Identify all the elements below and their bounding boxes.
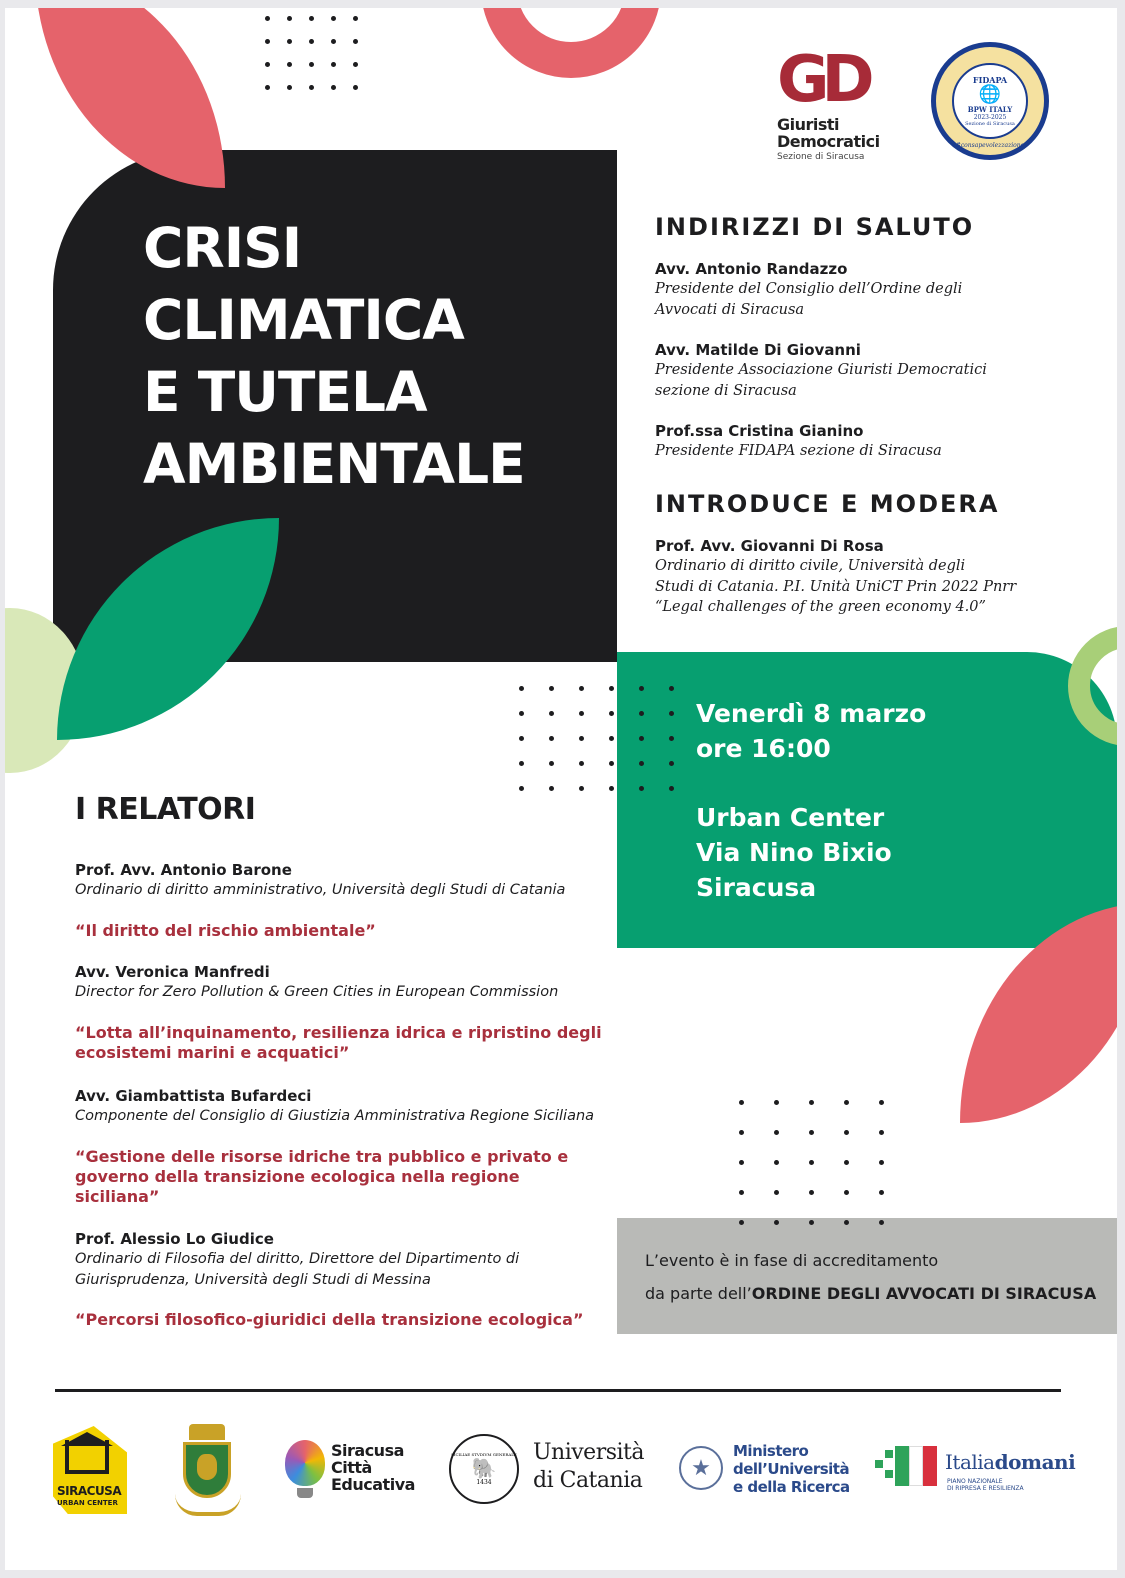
unict-seal-icon — [449, 1434, 519, 1504]
speaker-role: Director for Zero Pollution & Green Cities in European Commission — [75, 984, 559, 1000]
accreditation-line1: L’evento è in fase di accreditamento — [645, 1251, 939, 1270]
gd-line1: Giuristi — [777, 115, 840, 134]
talk-title: “Percorsi filosofico-giuridici della transizione ecologica” — [75, 1310, 584, 1329]
speaker-name: Avv. Matilde Di Giovanni — [655, 341, 861, 359]
unict-name-l2: di Catania — [533, 1468, 643, 1493]
elephant-icon: 🐘 — [471, 1456, 497, 1480]
event-street: Via Nino Bixio — [696, 838, 892, 867]
accreditation-prefix: da parte dell’ — [645, 1284, 752, 1303]
eagle-icon — [197, 1454, 217, 1480]
poster-title — [143, 212, 525, 500]
speaker-role: sezione di Siracusa — [655, 382, 797, 399]
house-roof-icon — [61, 1432, 113, 1446]
talk-title: “Il diritto del rischio ambientale” — [75, 920, 376, 940]
poster — [5, 8, 1117, 1570]
speaker-role: Presidente del Consiglio dell’Ordine degli — [655, 281, 963, 297]
bulb-icon — [285, 1440, 325, 1486]
accreditation-line2 — [645, 1277, 1105, 1310]
speaker-name: Avv. Giambattista Bufardeci — [75, 1087, 312, 1105]
italiadomani-sub1: PIANO NAZIONALE — [947, 1478, 1003, 1485]
saluto-section — [655, 213, 1095, 462]
speaker-name: Prof.ssa Cristina Gianino — [655, 422, 864, 440]
speaker-name: Prof. Avv. Giovanni Di Rosa — [655, 537, 884, 555]
gd-line3: Sezione di Siracusa — [777, 152, 865, 162]
talk-title: siciliana” — [75, 1186, 160, 1206]
speaker-role: Ordinario di diritto amministrativo, Università degli Studi di Catania — [75, 882, 566, 898]
unict-logo — [449, 1430, 659, 1510]
mur-logo — [679, 1440, 869, 1500]
gd-monogram: GD — [777, 43, 867, 117]
saluto-heading: INDIRIZZI DI SALUTO — [655, 213, 975, 241]
mur-l3: e della Ricerca — [733, 1478, 850, 1496]
unict-name-l1: Università — [533, 1440, 644, 1465]
title-line: CLIMATICA — [143, 288, 464, 352]
talk-title: “Gestione delle risorse idriche tra pubblico e privato e — [75, 1146, 569, 1166]
dot-grid-right — [739, 1100, 884, 1225]
italiadomani-brand-b: domani — [994, 1450, 1076, 1474]
speaker-role: Giurisprudenza, Università degli Studi di Messina — [75, 1271, 431, 1288]
modera-section — [655, 490, 1095, 618]
modera-heading: INTRODUCE E MODERA — [655, 490, 1000, 518]
relatore-item — [75, 1086, 615, 1207]
speaker-name: Prof. Avv. Antonio Barone — [75, 861, 292, 879]
urban-center-l2: URBAN CENTER — [57, 1499, 118, 1507]
speaker-role: Ordinario di Filosofia del diritto, Direttore del Dipartimento di — [75, 1251, 520, 1267]
italiadomani-sub2: DI RIPRESA E RESILIENZA — [947, 1485, 1024, 1492]
saluto-person — [655, 259, 1095, 320]
title-line: AMBIENTALE — [143, 432, 525, 496]
fidapa-seal-logo — [931, 42, 1049, 160]
pink-ring-decoration — [481, 8, 661, 78]
event-date: Venerdì 8 marzo — [696, 699, 927, 728]
mur-l1: Ministero — [733, 1442, 809, 1460]
gd-line2: Democratici — [777, 132, 880, 151]
relatore-item — [75, 860, 615, 941]
flag-pixels-icon — [875, 1446, 939, 1492]
italiadomani-brand — [945, 1450, 1075, 1474]
dot-grid-top — [265, 16, 358, 90]
citta-educativa-l3: Educativa — [331, 1475, 415, 1494]
speaker-name: Prof. Alessio Lo Giudice — [75, 1230, 274, 1248]
giuristi-democratici-logo — [777, 43, 887, 162]
fidapa-top: FIDAPA — [972, 75, 1008, 85]
laurel-icon — [175, 1494, 241, 1516]
talk-title: “Lotta all’inquinamento, resilienza idrica e ripristino degli — [75, 1022, 602, 1042]
event-venue: Urban Center — [696, 803, 885, 832]
pink-leaf-decoration — [35, 8, 225, 188]
crown-icon — [189, 1424, 225, 1440]
speaker-role: Componente del Consiglio di Giustizia Amministrativa Regione Siciliana — [75, 1108, 595, 1124]
italian-emblem-icon: ★ — [679, 1446, 723, 1490]
accreditation-text — [645, 1244, 1105, 1310]
fidapa-middle: BPW ITALY — [967, 105, 1013, 114]
unict-seal-text: SICILIAE STVDIVM GENERALE — [451, 1452, 517, 1457]
title-line: E TUTELA — [143, 360, 427, 424]
speaker-role: Studi di Catania. P.I. Unità UniCT Prin 2022 Pnrr — [655, 578, 1017, 595]
relatori-heading: I RELATORI — [75, 792, 256, 827]
talk-title: governo della transizione ecologica nella regione — [75, 1166, 520, 1186]
fidapa-ring-text: #consapevolezzazione — [955, 142, 1025, 149]
accreditation-org: ORDINE DEGLI AVVOCATI DI SIRACUSA — [751, 1284, 1097, 1303]
speaker-role: “Legal challenges of the green economy 4.0” — [655, 599, 986, 615]
talk-title: ecosistemi marini e acquatici” — [75, 1042, 350, 1062]
event-details — [696, 696, 926, 905]
citta-educativa-logo — [283, 1436, 423, 1506]
title-line: CRISI — [143, 216, 302, 280]
fidapa-years: 2023-2025 — [973, 114, 1007, 121]
event-time: ore 16:00 — [696, 734, 831, 763]
speaker-name: Avv. Antonio Randazzo — [655, 260, 848, 278]
moderator — [655, 536, 1095, 618]
speaker-role: Presidente FIDAPA sezione di Siracusa — [655, 443, 942, 459]
urban-center-l1: SIRACUSA — [57, 1484, 122, 1498]
speaker-role: Ordinario di diritto civile, Università degli — [655, 558, 966, 574]
relatore-item — [75, 962, 615, 1063]
speaker-role: Avvocati di Siracusa — [655, 301, 805, 318]
urban-center-logo — [53, 1426, 127, 1514]
event-city: Siracusa — [696, 873, 817, 902]
relatore-item — [75, 1229, 615, 1330]
saluto-person — [655, 340, 1095, 401]
dot-grid-middle — [519, 686, 674, 791]
mur-l2: dell’Università — [733, 1460, 850, 1478]
speaker-role: Presidente Associazione Giuristi Democratici — [655, 362, 987, 378]
bulb-base-icon — [297, 1488, 313, 1498]
citta-educativa-l1: Siracusa — [331, 1441, 404, 1460]
saluto-person — [655, 421, 1095, 462]
fidapa-section: Sezione di Siracusa — [965, 121, 1015, 127]
fidapa-seal-inner — [952, 63, 1028, 139]
globe-icon: 🌐 — [978, 84, 1002, 105]
speaker-name: Avv. Veronica Manfredi — [75, 963, 270, 981]
citta-educativa-l2: Città — [331, 1458, 372, 1477]
siracusa-coat-of-arms-logo — [173, 1424, 243, 1516]
italiadomani-logo — [875, 1440, 1075, 1500]
unict-seal-year: 1434 — [476, 1479, 492, 1486]
footer-divider — [55, 1389, 1061, 1392]
italiadomani-brand-a: Italia — [945, 1450, 995, 1474]
